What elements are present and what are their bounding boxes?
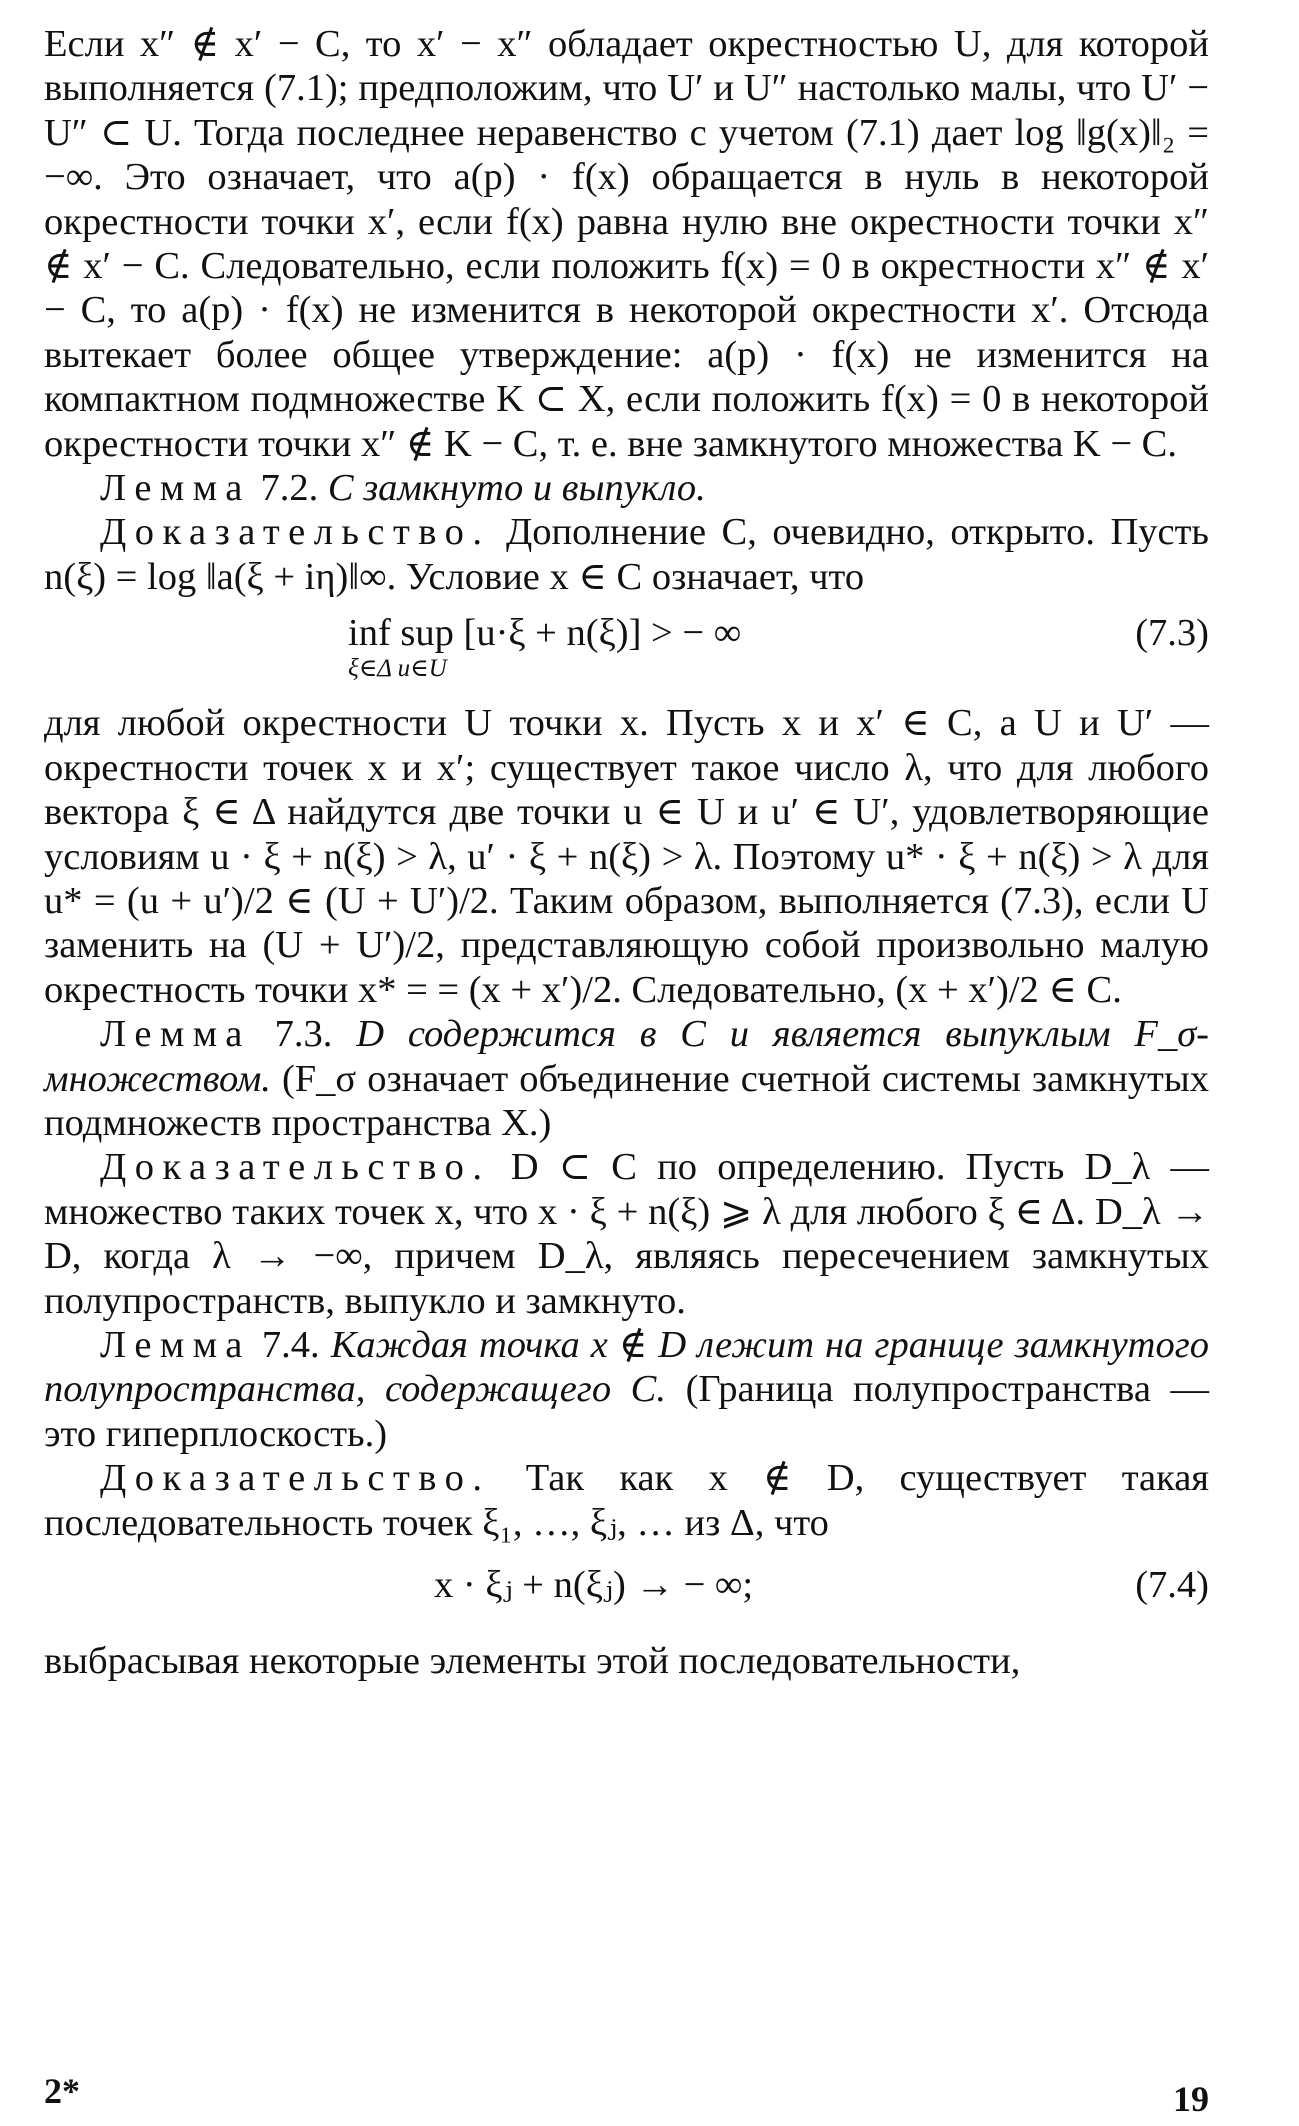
lemma-note: (F_σ означает объединение счетной системы замкнутых подмножеств пространства X.) — [44, 1057, 1209, 1144]
equation-7-4 — [44, 1563, 1209, 1615]
equation-subscripts: ξ∈Δ u∈U — [348, 655, 447, 683]
equation-expression: x · ξⱼ + n(ξⱼ) → − ∞; — [434, 1564, 754, 1606]
equation-number: (7.3) — [1135, 612, 1209, 655]
proof-lemma-7-4 — [44, 1456, 1209, 1545]
equation-7-3 — [44, 611, 1209, 691]
signature-mark: 2* — [44, 2071, 80, 2111]
lemma-number: 7.2. — [250, 467, 328, 510]
equation-body — [434, 1563, 753, 1607]
lemma-label: Лемма — [100, 1013, 251, 1056]
equation-expression: inf sup [u·ξ + n(ξ)] > − ∞ — [348, 612, 742, 655]
proof-label: Доказательство. — [100, 1457, 491, 1500]
proof-text: Дополнение C, очевидно, открыто. Пусть n(ξ) = log ‖a(ξ + iη)‖∞. Условие x ∈ C означает, что — [44, 511, 1209, 598]
equation-number: (7.4) — [1135, 1564, 1209, 1606]
lemma-statement: D содержится в C и является выпуклым F_σ-множеством. — [44, 1013, 1209, 1100]
lemma-7-4 — [44, 1323, 1209, 1456]
lemma-number: 7.4. — [250, 1323, 331, 1366]
proof-label: Доказательство. — [100, 1146, 491, 1189]
lemma-label: Лемма — [100, 467, 251, 510]
proof-lemma-7-3 — [44, 1145, 1209, 1323]
paragraph-last-line: выбрасывая некоторые элементы этой последовательности, — [44, 1640, 1021, 1682]
proof-text: D ⊂ C по определению. Пусть D_λ — множество таких точек x, что x · ξ + n(ξ) ⩾ λ для любого ξ ∈ Δ. D_λ → D, когда λ → −∞, причем D_λ, являясь пересечением замкнутых полупространств, выпукло и замкнуто. — [44, 1146, 1209, 1322]
proof-text: Так как x ∉ D, существует такая последовательность точек ξ₁, …, ξⱼ, … из Δ, что — [44, 1457, 1209, 1544]
lemma-7-2 — [44, 466, 1209, 510]
page-number: 19 — [1173, 2079, 1209, 2119]
paragraph-after-7-3: для любой окрестности U точки x. Пусть x и x′ ∈ C, а U и U′ — окрестности точек x и x′; существует такое число λ, что для любого вектора ξ ∈ Δ найдутся две точки u ∈ U и u′ ∈ U′, удовлетворяющие условиям u · ξ + n(ξ) > λ, u′ · ξ + n(ξ) > λ. Поэтому u* · ξ + n(ξ) > λ для u* = (u + u′)/2 ∈ (U + U′)/2. Таким образом, выполняется (7.3), если U заменить на (U + U′)/2, представляющую собой произвольно малую окрестность точки x* = = (x + x′)/2. Следовательно, (x + x′)/2 ∈ C. — [44, 702, 1209, 1011]
lemma-7-3 — [44, 1012, 1209, 1145]
proof-lemma-7-2 — [44, 510, 1209, 599]
equation-body — [348, 611, 741, 683]
lemma-note: (Граница полупространства — это гиперплоскость.) — [44, 1368, 1209, 1455]
proof-label: Доказательство. — [100, 511, 491, 554]
lemma-label: Лемма — [100, 1323, 251, 1366]
lemma-number: 7.3. — [250, 1013, 357, 1056]
paragraph-intro: Если x″ ∉ x′ − C, то x′ − x″ обладает окрестностью U, для которой выполняется (7.1); предположим, что U′ и U″ настолько малы, что U′ − U″ ⊂ U. Тогда последнее неравенство с учетом (7.1) дает log ‖g(x)‖₂ = −∞. Это означает, что a(p) · f(x) обращается в нуль в некоторой окрестности точки x′, если f(x) равна нулю вне окрестности точки x″ ∉ x′ − C. Следовательно, если положить f(x) = 0 в окрестности x″ ∉ x′ − C, то a(p) · f(x) не изменится в некоторой окрестности x′. Отсюда вытекает более общее утверждение: a(p) · f(x) не изменится на компактном подмножестве K ⊂ X, если положить f(x) = 0 в некоторой окрестности точки x″ ∉ K − C, т. е. вне замкнутого множества K − C. — [44, 23, 1209, 465]
lemma-statement: Каждая точка x ∉ D лежит на границе замкнутого полупространства, содержащего C. — [44, 1323, 1210, 1411]
lemma-statement: C замкнуто и выпукло. — [327, 467, 706, 510]
